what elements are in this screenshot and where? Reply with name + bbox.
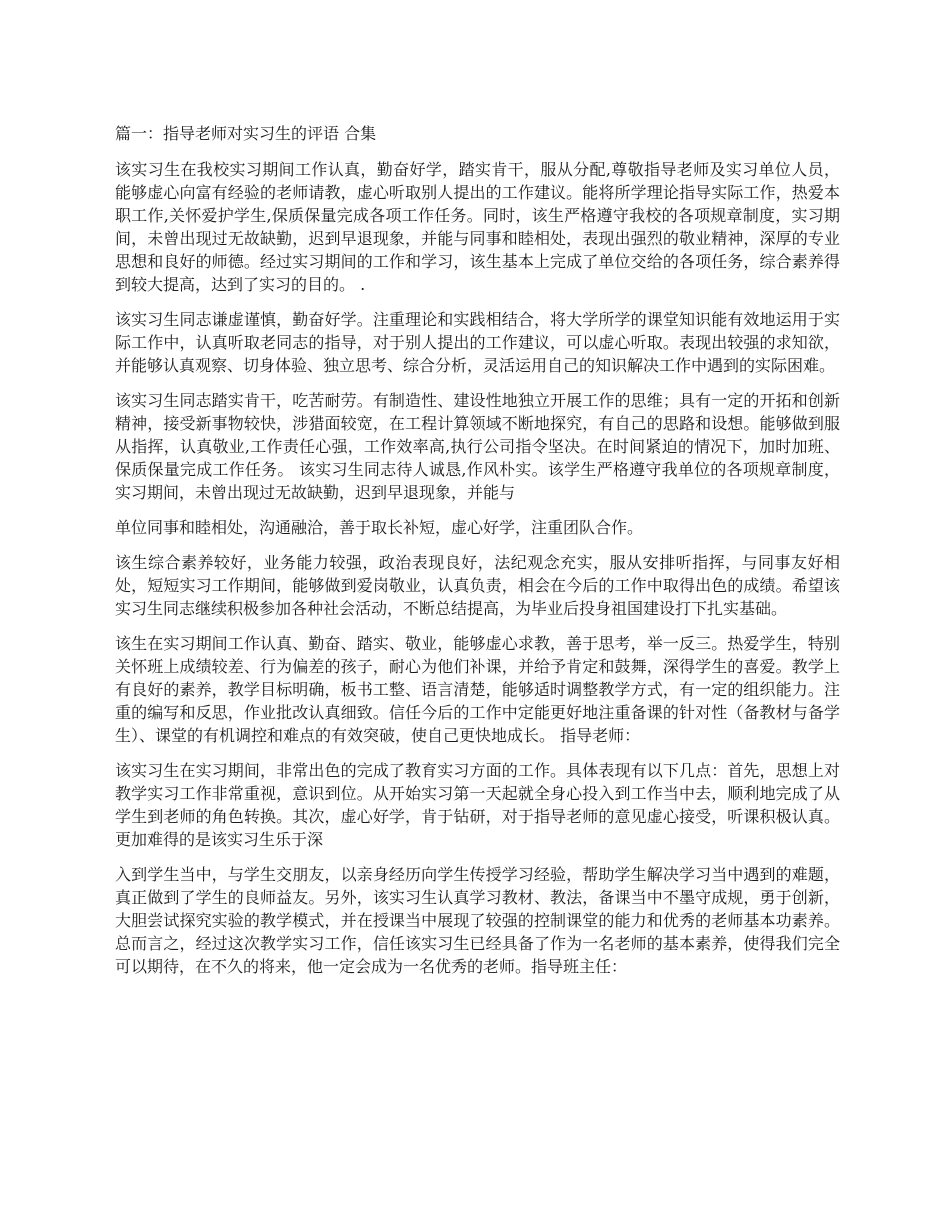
paragraph-4: 单位同事和睦相处，沟通融洽，善于取长补短，虚心好学，注重团队合作。 xyxy=(115,518,644,537)
paragraph-8: 入到学生当中，与学生交朋友，以亲身经历向学生传授学习经验，帮助学生解决学习当中遇到的难题，真正做到了学生的良师益友。另外，该实习生认真学习教材、教法，备课当中不墨守成规，勇于创新，大胆尝试探究实验的教学模式，并在授课当中展现了较强的控制课堂的能力和优秀的老师基本功素养。总而言之，经过这次教学实习工作，信任该实习生已经具备了作为一名老师的基本素养，使得我们完全可以期待，在不久的将来，他一定会成为一名优秀的老师。指导班主任： xyxy=(115,865,840,976)
document-title: 篇一：指导老师对实习生的评语 合集 xyxy=(115,124,377,143)
paragraph-3: 该实习生同志踏实肯干，吃苦耐劳。有制造性、建设性地独立开展工作的思维；具有一定的开拓和创新精神，接受新事物较快，涉猎面较宽，在工程计算领域不断地探究，有自己的思路和设想。能够做到服从指挥，认真敬业,工作责任心强，工作效率高,执行公司指令坚决。在时间紧迫的情况下，加时加班、保质保量完成工作任务。 该实习生同志待人诚恳,作风朴实。该学生严格遵守我单位的各项规章制度，实习期间，未曾出现过无故缺勤，迟到早退现象，并能与 xyxy=(115,391,840,502)
paragraph-6: 该生在实习期间工作认真、勤奋、踏实、敬业，能够虚心求教，善于思考，举一反三。热爱学生，特别关怀班上成绩较差、行为偏差的孩子，耐心为他们补课，并给予肯定和鼓舞，深得学生的喜爱。教学上有良好的素养，教学目标明确，板书工整、语言清楚，能够适时调整教学方式，有一定的组织能力。注重的编写和反思，作业批改认真细致。信任今后的工作中定能更好地注重备课的针对性（备教材与备学生）、课堂的有机调控和难点的有效突破，使自己更快地成长。 指导老师： xyxy=(115,634,840,745)
paragraph-2: 该实习生同志谦虚谨慎，勤奋好学。注重理论和实践相结合，将大学所学的课堂知识能有效地运用于实际工作中，认真听取老同志的指导，对于别人提出的工作建议，可以虚心听取。表现出较强的求知欲，并能够认真观察、切身体验、独立思考、综合分析，灵活运用自己的知识解决工作中遇到的实际困难。 xyxy=(115,310,840,375)
paragraph-5: 该生综合素养较好，业务能力较强，政治表现良好，法纪观念充实，服从安排听指挥，与同事友好相处，短短实习工作期间，能够做到爱岗敬业，认真负责，相会在今后的工作中取得出色的成绩。希望该实习生同志继续积极参加各种社会活动，不断总结提高，为毕业后投身祖国建设打下扎实基础。 xyxy=(115,553,840,618)
document-page xyxy=(115,122,840,990)
paragraph-1: 该实习生在我校实习期间工作认真，勤奋好学，踏实肯干，服从分配,尊敬指导老师及实习单位人员，能够虚心向富有经验的老师请教，虚心听取别人提出的工作建议。能将所学理论指导实际工作，热爱本职工作,关怀爱护学生,保质保量完成各项工作任务。同时，该生严格遵守我校的各项规章制度，实习期间，未曾出现过无故缺勤，迟到早退现象，并能与同事和睦相处，表现出强烈的敬业精神，深厚的专业思想和良好的师德。经过实习期间的工作和学习，该生基本上完成了单位交给的各项任务，综合素养得到较大提高，达到了实习的目的。 . xyxy=(115,160,840,294)
paragraph-7: 该实习生在实习期间，非常出色的完成了教育实习方面的工作。具体表现有以下几点：首先，思想上对教学实习工作非常重视，意识到位。从开始实习第一天起就全身心投入到工作当中去，顺利地完成了从学生到老师的角色转换。其次，虚心好学，肯于钻研，对于指导老师的意见虚心接受，听课积极认真。更加难得的是该实习生乐于深 xyxy=(115,761,840,849)
